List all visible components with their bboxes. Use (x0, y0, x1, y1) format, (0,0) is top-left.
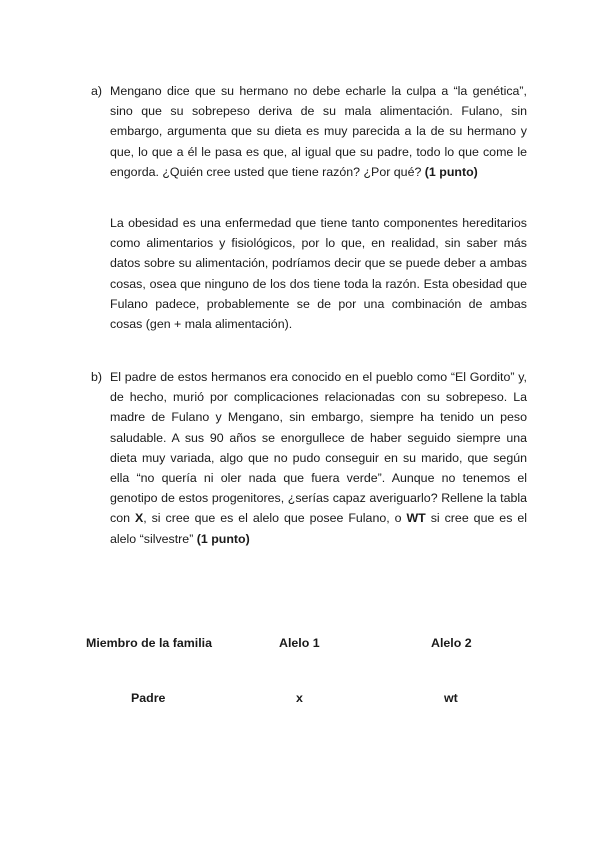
question-b (91, 367, 527, 549)
question-a-marker: a) (91, 84, 103, 98)
question-a-text (110, 81, 527, 182)
table-header-allele-2: Alelo 2 (431, 636, 472, 650)
question-a-body: Mengano dice que su hermano no debe echarle la culpa a “la genética”, sino que su sobrepeso deriva de su mala alimentación. Fulano, sin embargo, argumenta que su dieta es muy parecida a la de su hermano y que, lo que a él le pasa es que, al igual que su padre, todo lo que come le engorda. ¿Quién cree usted que tiene razón? ¿Por qué? (110, 84, 527, 179)
question-b-text (110, 367, 527, 549)
question-b-marker: b) (91, 370, 103, 384)
question-b-wt-label: WT (406, 511, 426, 526)
table-cell-allele-2: wt (444, 691, 458, 705)
question-b-body-3: si cree que es el alelo “silvestre” (110, 511, 527, 546)
question-b-points: (1 punto) (196, 531, 250, 546)
question-b-x-label: X (134, 511, 144, 526)
table-cell-allele-1: x (296, 691, 303, 705)
question-b-body-1: El padre de estos hermanos era conocido en el pueblo como “El Gordito” y, de hecho, murió por complicaciones relacionadas con su sobrepeso. La madre de Fulano y Mengano, sin embargo, siempre ha tenido un peso saludable. A sus 90 años se enorgullece de haber seguido siempre una dieta muy variada, algo que no pudo conseguir en su marido, que según ella “no quería ni oler nada que fuera verde”. Aunque no tenemos el genotipo de estos progenitores, ¿serías capaz averiguarlo? Rellene la tabla con (110, 370, 527, 526)
table-row (0, 691, 600, 711)
table-cell-member: Padre (131, 691, 166, 705)
question-a (91, 81, 527, 182)
table-header-row (0, 636, 600, 656)
question-b-body-2: , si cree que es el alelo que posee Fulano, o (143, 511, 407, 526)
answer-a: La obesidad es una enfermedad que tiene tanto componentes hereditarios como alimentarios y fisiológicos, por lo que, en realidad, sin saber más datos sobre su alimentación, podríamos decir que se puede deber a ambas cosas, osea que ninguno de los dos tiene toda la razón. Esta obesidad que Fulano padece, probablemente se de por una combinación de ambas cosas (gen + mala alimentación). (110, 216, 527, 332)
question-a-points: (1 punto) (424, 164, 478, 179)
table-header-allele-1: Alelo 1 (279, 636, 320, 650)
table-header-family-member: Miembro de la familia (86, 636, 213, 650)
